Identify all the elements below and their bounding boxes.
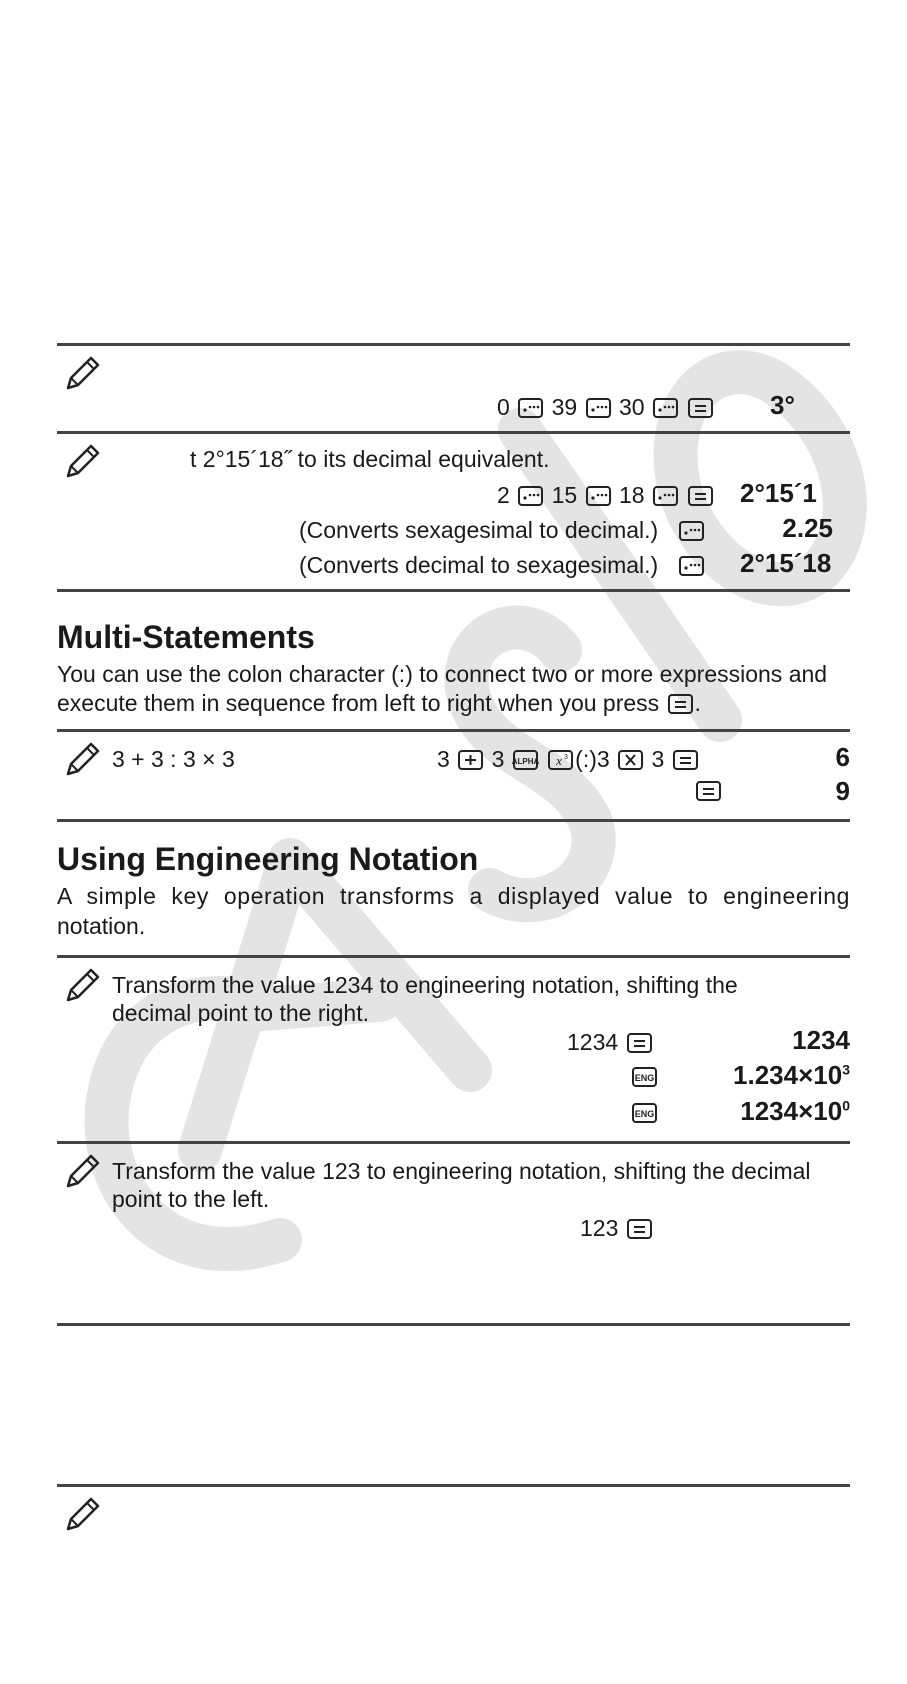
rule bbox=[57, 819, 850, 822]
pencil-icon bbox=[62, 442, 100, 480]
svg-text:x: x bbox=[556, 753, 563, 768]
plus-key-icon bbox=[458, 750, 483, 770]
times-key-icon bbox=[618, 750, 643, 770]
equals-key-icon bbox=[688, 486, 713, 506]
pencil-icon bbox=[62, 1495, 100, 1533]
rule bbox=[57, 1484, 850, 1487]
engineering-heading: Using Engineering Notation bbox=[57, 841, 479, 877]
eng-ex1-line-1: Transform the value 1234 to engineering notation, shifting the bbox=[112, 972, 738, 998]
degree-minute-second-key-icon bbox=[653, 486, 678, 506]
multi-body-line-1: You can use the colon character (:) to connect two or more expressions and bbox=[57, 661, 828, 687]
equals-key-icon bbox=[673, 750, 698, 770]
eng-key-row-2 bbox=[630, 1103, 659, 1125]
degree-minute-second-key-icon bbox=[586, 398, 611, 418]
pencil-icon bbox=[62, 354, 100, 392]
rule bbox=[57, 955, 850, 958]
degree-minute-second-key-icon bbox=[518, 486, 543, 506]
ex1-keystrokes: 0 39 30 bbox=[497, 393, 715, 421]
multi-equals-2 bbox=[694, 781, 723, 803]
rule bbox=[57, 1141, 850, 1144]
eng-ex1-result-2: $1.234\times 10^3$ bbox=[733, 1060, 850, 1090]
pencil-icon bbox=[62, 966, 100, 1004]
equals-key-icon bbox=[688, 398, 713, 418]
eng-key-row-1 bbox=[630, 1067, 659, 1089]
eng-ex2-line-2: point to the left. bbox=[112, 1186, 270, 1212]
rule bbox=[57, 1323, 850, 1326]
top-rule bbox=[57, 343, 850, 346]
eng-ex2-input: 123 bbox=[580, 1214, 654, 1242]
eng-key-icon bbox=[632, 1067, 657, 1087]
rule bbox=[57, 589, 850, 592]
pencil-icon bbox=[62, 1152, 100, 1190]
ex2-keystrokes: 2 15 18 bbox=[497, 481, 715, 509]
equals-key-icon bbox=[627, 1033, 652, 1053]
svg-text:ALPHA: ALPHA bbox=[511, 757, 540, 766]
x-cubed-key-icon bbox=[548, 750, 573, 770]
multi-body-line-2: execute them in sequence from left to right when you press . bbox=[57, 690, 701, 716]
equals-key-icon bbox=[696, 781, 721, 801]
multi-keystrokes: 3 3 ALPHA x 3 (:)3 3 bbox=[437, 745, 700, 773]
eng-body-line-2: notation. bbox=[57, 913, 146, 939]
rule bbox=[57, 431, 850, 434]
ex2-note-3: (Converts decimal to sexagesimal.) bbox=[299, 551, 706, 579]
multi-statements-heading: Multi-Statements bbox=[57, 619, 315, 655]
multi-result-2: 9 bbox=[835, 776, 850, 806]
equals-key-icon bbox=[627, 1219, 652, 1239]
ex2-prompt: t 2°15´18˝ to its decimal equivalent. bbox=[190, 446, 550, 472]
ex1-result: 3° bbox=[770, 390, 795, 420]
ex2-result-3: 2°15´18 bbox=[740, 548, 832, 578]
svg-text:ENG: ENG bbox=[634, 1073, 655, 1083]
eng-ex1-line-2: decimal point to the right. bbox=[112, 1000, 369, 1026]
degree-minute-second-key-icon bbox=[518, 398, 543, 418]
ex2-note-2: (Converts sexagesimal to decimal.) bbox=[299, 516, 706, 544]
svg-text:ENG: ENG bbox=[634, 1109, 655, 1119]
ex2-result-2: 2.25 bbox=[782, 513, 833, 543]
degree-minute-second-key-icon bbox=[679, 556, 704, 576]
pencil-icon bbox=[62, 740, 100, 778]
degree-minute-second-key-icon bbox=[653, 398, 678, 418]
eng-body-line-1: A simple key operation transforms a displayed value to engineering bbox=[57, 883, 850, 909]
ex2-result-1: 2°15´1 bbox=[740, 478, 817, 508]
equals-key-icon bbox=[668, 694, 693, 714]
eng-ex2-line-1: Transform the value 123 to engineering notation, shifting the decimal bbox=[112, 1158, 811, 1184]
multi-example: 3 + 3 : 3 × 3 bbox=[112, 746, 235, 772]
multi-result-1: 6 bbox=[835, 742, 850, 772]
eng-key-icon bbox=[632, 1103, 657, 1123]
alpha-key-icon bbox=[513, 750, 538, 770]
eng-ex1-result-3: $1234\times 10^0$ bbox=[740, 1096, 850, 1126]
degree-minute-second-key-icon bbox=[586, 486, 611, 506]
rule bbox=[57, 729, 850, 732]
eng-ex1-result-1: 1234 bbox=[792, 1025, 850, 1055]
eng-ex1-input: 1234 bbox=[567, 1028, 654, 1056]
svg-text:3: 3 bbox=[564, 754, 569, 761]
